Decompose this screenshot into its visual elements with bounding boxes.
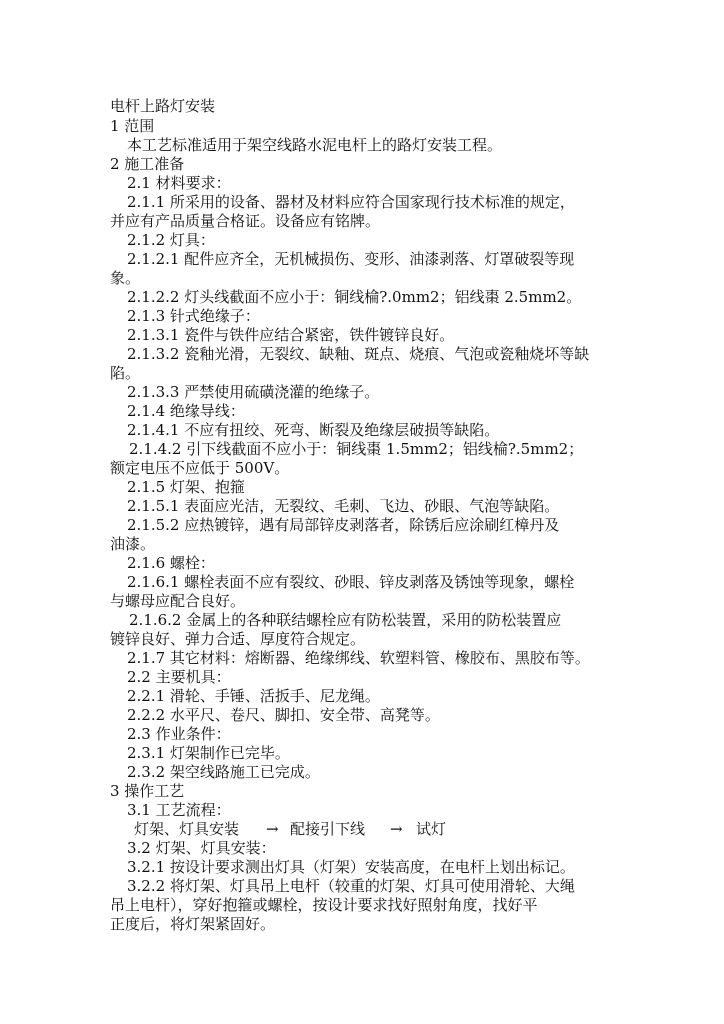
subsection-heading: 2.3 作业条件： [127, 725, 231, 743]
paragraph-line: 并应有产品质量合格证。设备应有铭牌。 [110, 212, 381, 230]
subsection-heading: 2.1.5 灯架、抱箍 [127, 478, 245, 496]
paragraph-line: 2.3.2 架空线路施工已完成。 [127, 763, 320, 781]
flow-step-3: 试灯 [416, 820, 447, 838]
subsection-heading: 3.1 工艺流程： [127, 801, 231, 819]
subsection-heading: 2.1.3 针式绝缘子： [127, 307, 260, 325]
paragraph-line: 2.1.6.1 螺栓表面不应有裂纹、砂眼、锌皮剥落及锈蚀等现象，螺栓 [127, 573, 575, 591]
subsection-heading: 2.1.6 螺栓： [127, 554, 215, 572]
section-heading: 3 操作工艺 [110, 782, 185, 800]
arrow-icon: → [266, 820, 279, 838]
section-heading: 2 施工准备 [110, 155, 185, 173]
section-heading: 1 范围 [110, 117, 155, 135]
arrow-icon: → [390, 820, 403, 838]
doc-title: 电杆上路灯安装 [110, 97, 216, 115]
paragraph-line: 2.1.5.1 表面应光洁，无裂纹、毛刺、飞边、砂眼、气泡等缺陷。 [127, 497, 560, 515]
paragraph-line: 油漆。 [110, 535, 156, 553]
paragraph-line: 2.1.4.2 引下线截面不应小于：铜线棗 1.5mm2；铝线棆?.5mm2； [129, 440, 584, 458]
paragraph-line: 陷。 [110, 364, 141, 382]
paragraph-line: 本工艺标准适用于架空线路水泥电杆上的路灯安装工程。 [127, 136, 503, 154]
paragraph-line: 额定电压不应低于 500V。 [110, 459, 290, 477]
paragraph-line: 2.1.3.1 瓷件与铁件应结合紧密，铁件镀锌良好。 [127, 326, 455, 344]
subsection-heading: 3.2 灯架、灯具安装： [127, 839, 276, 857]
paragraph-line: 2.1.3.2 瓷釉光滑，无裂纹、缺釉、斑点、烧痕、气泡或瓷釉烧坏等缺 [127, 345, 590, 363]
paragraph-line: 2.2.2 水平尺、卷尺、脚扣、安全带、高凳等。 [127, 706, 440, 724]
subsection-heading: 2.1.2 灯具： [127, 231, 215, 249]
paragraph-line: 3.2.1 按设计要求测出灯具（灯架）安装高度，在电杆上划出标记。 [127, 858, 575, 876]
paragraph-line: 2.1.6.2 金属上的各种联结螺栓应有防松装置，采用的防松装置应 [129, 611, 562, 629]
paragraph-line: 2.1.5.2 应热镀锌，遇有局部锌皮剥落者，除锈后应涂刷红樟丹及 [127, 516, 560, 534]
paragraph-line: 正度后，将灯架紧固好。 [110, 915, 276, 933]
flow-step-1: 灯架、灯具安装 [134, 820, 240, 838]
paragraph-line: 象。 [110, 269, 141, 287]
flow-step-2: 配接引下线 [290, 820, 366, 838]
paragraph-line: 2.1.3.3 严禁使用硫磺浇灌的绝缘子。 [127, 383, 380, 401]
paragraph-line: 2.1.2.2 灯头线截面不应小于：铜线棆?.0mm2；铝线棗 2.5mm2。 [127, 288, 582, 306]
subsection-heading: 2.2 主要机具： [127, 668, 231, 686]
subsection-heading: 2.1 材料要求： [127, 174, 231, 192]
paragraph-line: 与螺母应配合良好。 [110, 592, 246, 610]
paragraph-line: 2.1.1 所采用的设备、器材及材料应符合国家现行技术标准的规定， [127, 193, 575, 211]
paragraph-line: 3.2.2 将灯架、灯具吊上电杆（较重的灯架、灯具可使用滑轮、大绳 [127, 877, 575, 895]
paragraph-line: 吊上电杆），穿好抱箍或螺栓，按设计要求找好照射角度，找好平 [110, 896, 538, 914]
paragraph-line: 2.3.1 灯架制作已完毕。 [127, 744, 290, 762]
paragraph-line: 2.1.2.1 配件应齐全，无机械损伤、变形、油漆剥落、灯罩破裂等现 [127, 250, 575, 268]
paragraph-line: 2.1.7 其它材料：熔断器、绝缘绑线、软塑料管、橡胶布、黑胶布等。 [127, 649, 590, 667]
paragraph-line: 镀锌良好、弹力合适、厚度符合规定。 [110, 630, 366, 648]
paragraph-line: 2.2.1 滑轮、手锤、活扳手、尼龙绳。 [127, 687, 380, 705]
subsection-heading: 2.1.4 绝缘导线： [127, 402, 245, 420]
paragraph-line: 2.1.4.1 不应有扭绞、死弯、断裂及绝缘层破损等缺陷。 [127, 421, 500, 439]
